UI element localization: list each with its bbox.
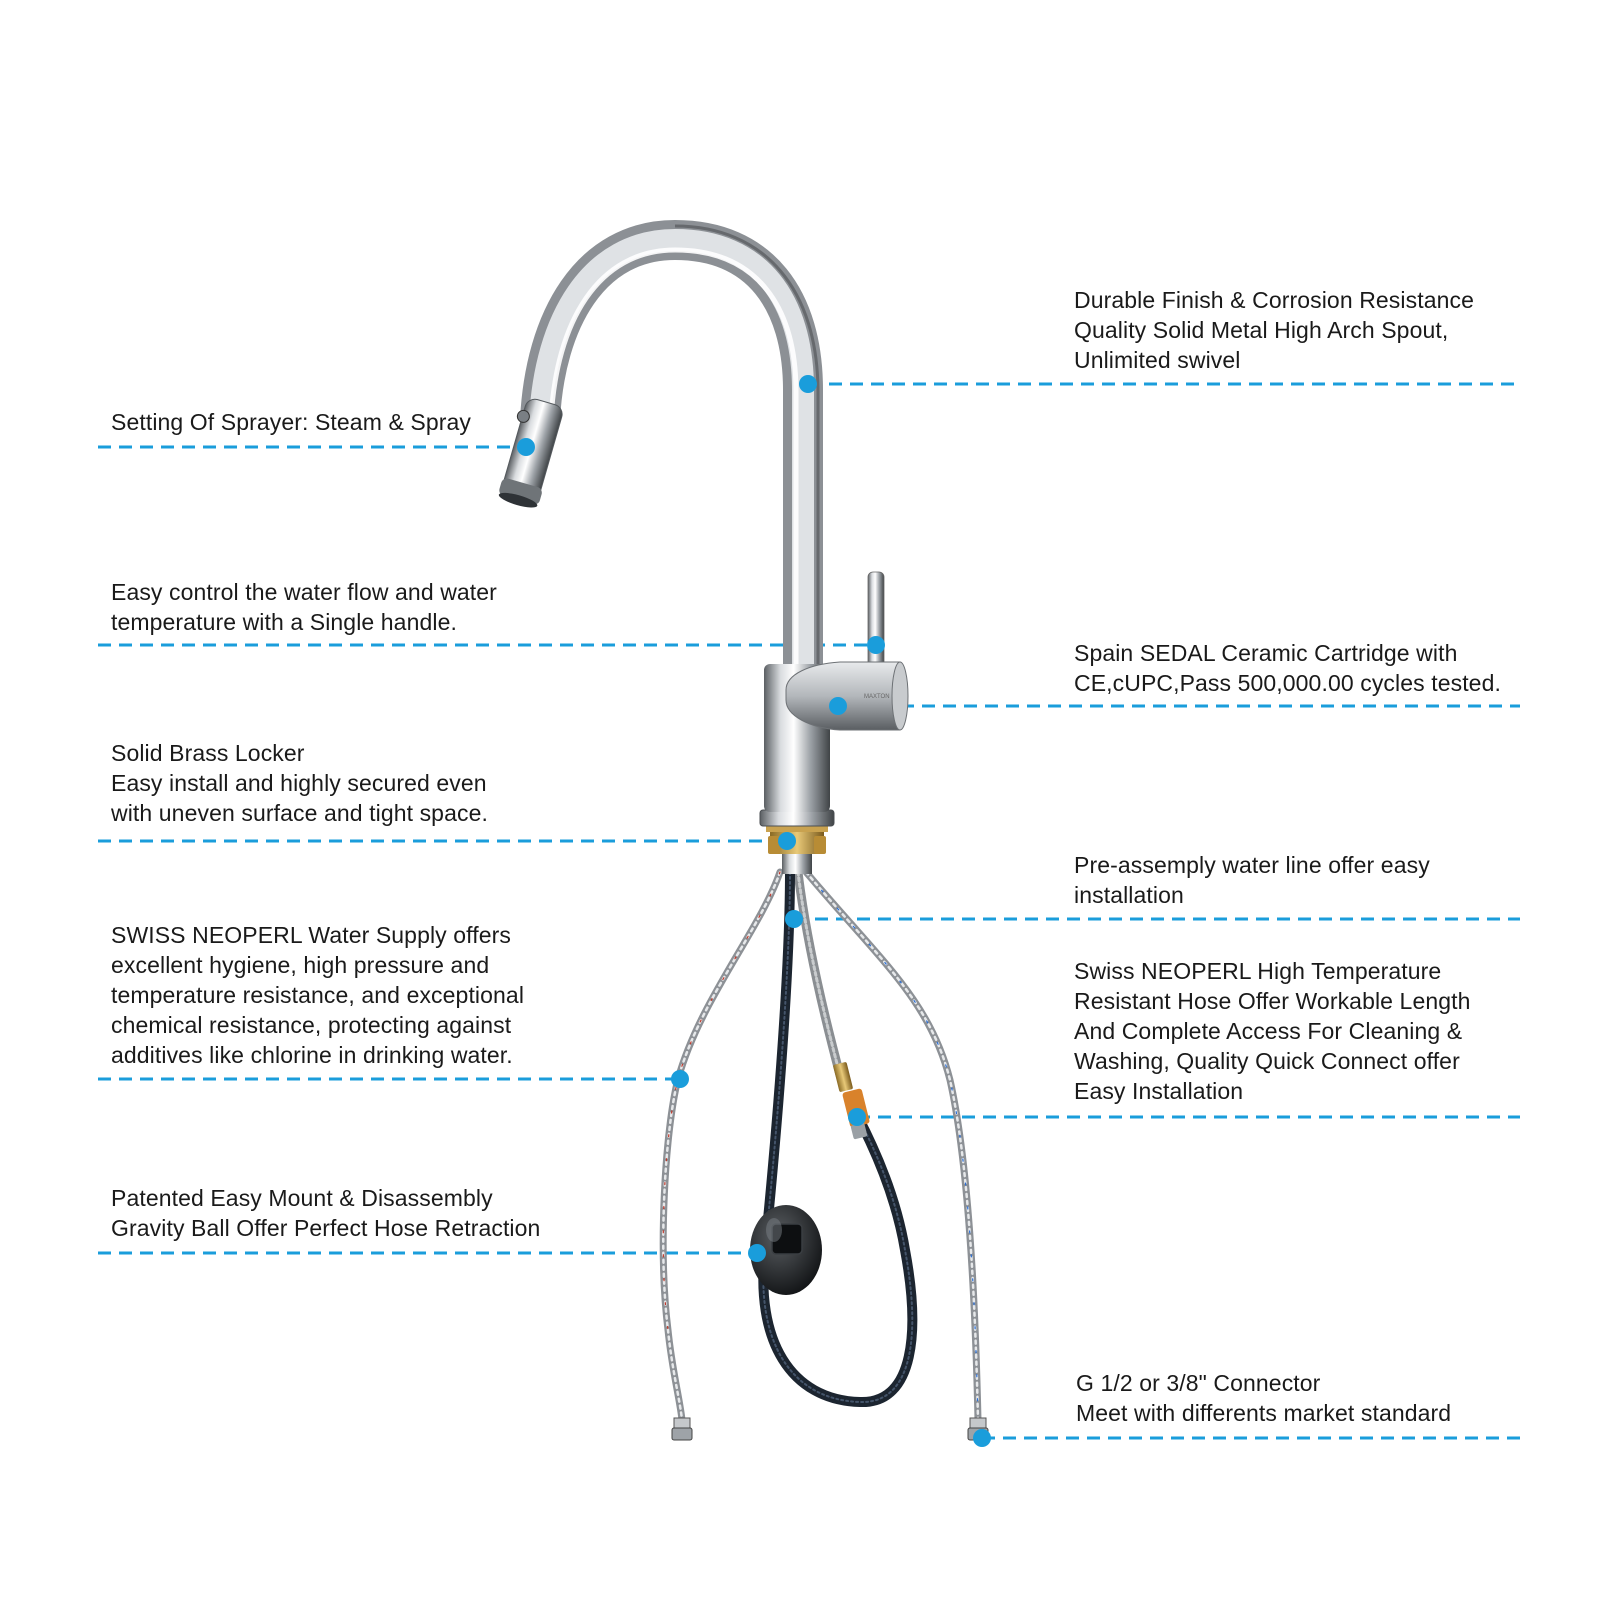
water-supply-callout <box>111 920 524 1070</box>
spout-callout-line-3: Unlimited swivel <box>1074 347 1241 373</box>
sprayer-callout-dot <box>517 438 535 456</box>
locker-callout-line-1: Solid Brass Locker <box>111 740 305 766</box>
hose-callout-dot <box>848 1108 866 1126</box>
left-supply-hose <box>663 872 780 1420</box>
handle-callout-line-2: temperature with a Single handle. <box>111 609 457 635</box>
water-supply-callout-line-3: temperature resistance, and exceptional <box>111 982 525 1008</box>
handle-callout <box>111 577 497 637</box>
gravity-ball-callout <box>111 1183 540 1243</box>
preassembly-callout-line-1: Pre-assemply water line offer easy <box>1074 852 1430 878</box>
spout-callout-line-2: Quality Solid Metal High Arch Spout, <box>1074 317 1449 343</box>
spout-callout <box>1074 285 1474 375</box>
connector-callout-dot <box>973 1429 991 1447</box>
hose-callout-line-1: Swiss NEOPERL High Temperature <box>1074 958 1442 984</box>
locker-callout-line-2: Easy install and highly secured even <box>111 770 487 796</box>
water-supply-callout-line-4: chemical resistance, protecting against <box>111 1012 512 1038</box>
hose-callout-line-2: Resistant Hose Offer Workable Length <box>1074 988 1471 1014</box>
sprayer-callout <box>111 407 471 437</box>
hose-callout-line-4: Washing, Quality Quick Connect offer <box>1074 1048 1460 1074</box>
water-supply-callout-line-5: additives like chlorine in drinking water. <box>111 1042 513 1068</box>
handle-callout-line-1: Easy control the water flow and water <box>111 579 497 605</box>
cartridge-callout <box>1074 638 1501 698</box>
preassembly-callout <box>1074 850 1430 910</box>
quick-connect <box>833 1062 870 1140</box>
connector-callout <box>1076 1368 1451 1428</box>
locker-callout-dot <box>778 832 796 850</box>
water-supply-callout-line-1: SWISS NEOPERL Water Supply offers <box>111 922 511 948</box>
brand-mark: MAXTON <box>864 694 890 700</box>
hose-callout-line-5: Easy Installation <box>1074 1078 1244 1104</box>
cartridge-callout-line-2: CE,cUPC,Pass 500,000.00 cycles tested. <box>1074 670 1501 696</box>
hose-callout-line-3: And Complete Access For Cleaning & <box>1074 1018 1463 1044</box>
brass-locker <box>766 822 828 874</box>
water-supply-callout-line-2: excellent hygiene, high pressure and <box>111 952 490 978</box>
faucet-body <box>540 226 834 826</box>
water-supply-callout-dot <box>671 1070 689 1088</box>
cartridge-callout-dot <box>829 697 847 715</box>
callout-dots <box>517 375 991 1447</box>
hose-end-connectors <box>672 1418 988 1440</box>
cartridge-callout-line-1: Spain SEDAL Ceramic Cartridge with <box>1074 640 1458 666</box>
right-supply-hose <box>806 872 978 1420</box>
gravity-ball-callout-line-2: Gravity Ball Offer Perfect Hose Retraction <box>111 1215 541 1241</box>
hose-callout <box>1074 956 1471 1106</box>
connector-callout-line-1: G 1/2 or 3/8" Connector <box>1076 1370 1321 1396</box>
spout-callout-dot <box>799 375 817 393</box>
pulldown-hose-loop <box>763 872 912 1402</box>
locker-callout <box>111 738 488 828</box>
preassembly-callout-line-2: installation <box>1074 882 1184 908</box>
preassembly-callout-dot <box>785 910 803 928</box>
spout-callout-line-1: Durable Finish & Corrosion Resistance <box>1074 287 1474 313</box>
handle-callout-dot <box>867 636 885 654</box>
supply-hoses <box>663 872 978 1420</box>
locker-callout-line-3: with uneven surface and tight space. <box>111 800 488 826</box>
gravity-ball-callout-dot <box>748 1244 766 1262</box>
connector-callout-line-2: Meet with differents market standard <box>1076 1400 1452 1426</box>
gravity-ball-callout-line-1: Patented Easy Mount & Disassembly <box>111 1185 493 1211</box>
sprayer-callout-line-1: Setting Of Sprayer: Steam & Spray <box>111 409 471 435</box>
